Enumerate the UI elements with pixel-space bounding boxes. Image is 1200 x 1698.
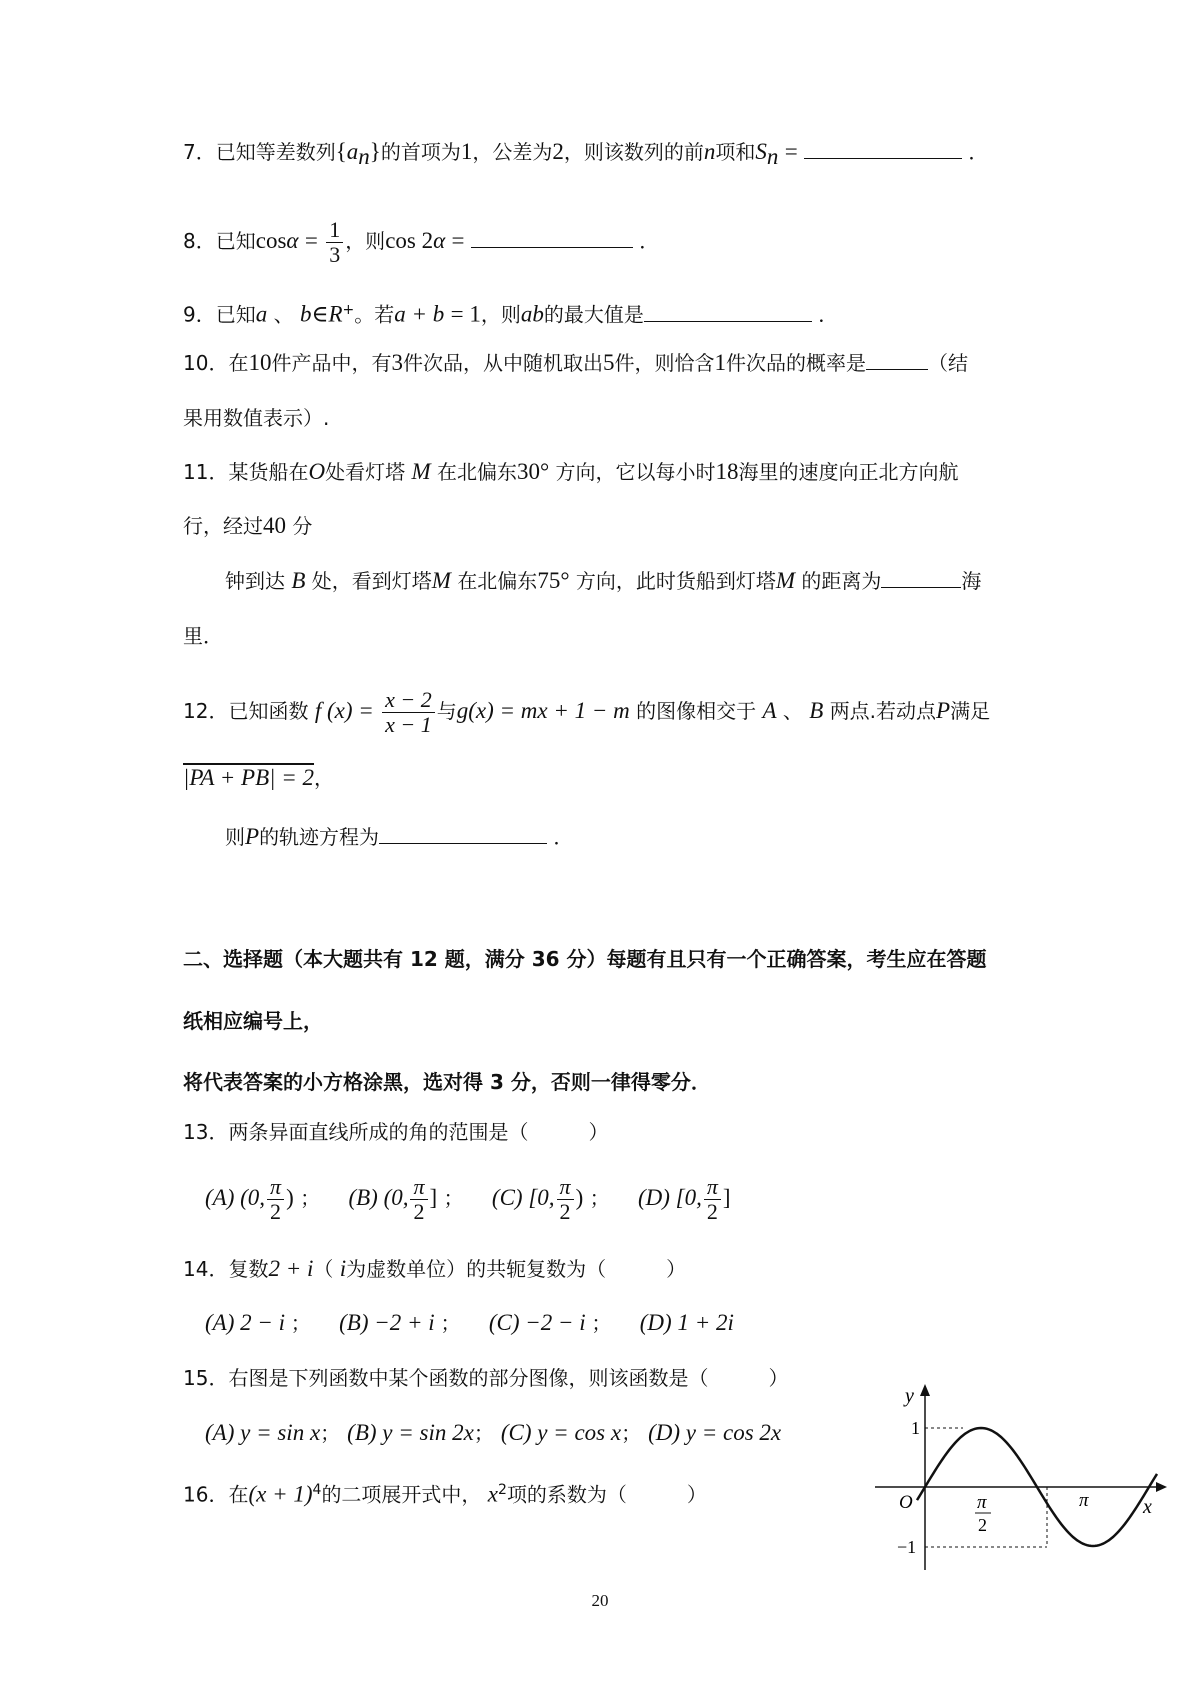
- opt-text: (A) 2 − i: [205, 1310, 286, 1335]
- question-11-line3: [225, 567, 981, 595]
- sep: ；: [443, 1186, 464, 1210]
- frac-den: 2: [559, 1199, 571, 1224]
- opt-text: (C) −2 − i: [488, 1310, 586, 1335]
- y-axis-arrow-icon: [920, 1384, 930, 1396]
- question-10-cont: [183, 404, 329, 432]
- option-d[interactable]: [648, 1420, 781, 1445]
- q-text: 两点.若动点: [829, 699, 937, 723]
- frac-num: π: [267, 1175, 284, 1200]
- math-sub: n: [358, 144, 370, 169]
- math-expr: a + b: [394, 301, 445, 327]
- math-var: O: [308, 459, 326, 484]
- math-expr: g(x) = mx + 1 − m: [456, 698, 630, 723]
- q-text: 为虚数单位）的共轭复数为（ ）: [346, 1257, 687, 1281]
- math-num: 75°: [537, 568, 570, 593]
- math-var: P: [936, 698, 951, 723]
- math-var: B: [291, 568, 306, 593]
- question-16: [183, 1476, 707, 1509]
- q-text: （结: [927, 351, 968, 375]
- q-text: 件，则恰含: [614, 351, 715, 375]
- math-num: 40: [263, 513, 286, 538]
- math-var: S: [755, 139, 767, 164]
- math-var: R: [328, 301, 343, 327]
- q-text: ，公差为: [472, 140, 553, 164]
- fraction: [326, 218, 343, 267]
- q-end: ．: [639, 229, 660, 253]
- answer-blank[interactable]: [866, 349, 928, 370]
- frac-den: 3: [329, 242, 341, 267]
- math-sup: +: [342, 302, 355, 318]
- q-text: 。若: [354, 302, 395, 327]
- q-text: ，则: [345, 229, 386, 253]
- math-op: =: [451, 228, 465, 253]
- q-text: 、: [273, 302, 294, 327]
- section-2-heading-line3: 将代表答案的小方格涂黑，选对得 3 分，否则一律得零分．: [183, 1070, 711, 1094]
- tick-label-pi-half-num: π: [977, 1492, 987, 1513]
- math-var: M: [431, 568, 451, 593]
- q-text: 在: [228, 351, 249, 375]
- option-c[interactable]: [491, 1174, 610, 1224]
- math-var: α: [433, 228, 446, 253]
- sep: ；: [473, 1421, 494, 1445]
- opt-text: (D) 1 + 2i: [639, 1310, 734, 1335]
- q-text: 的距离为: [801, 569, 882, 593]
- question-7: [183, 138, 988, 171]
- q-text: （: [313, 1257, 334, 1281]
- q-text: 项和: [715, 140, 756, 164]
- option-d[interactable]: [637, 1174, 731, 1224]
- math-op: =: [784, 139, 798, 164]
- fraction: [267, 1175, 284, 1224]
- math-num: 30°: [516, 459, 550, 484]
- q-number: 13．: [183, 1120, 229, 1144]
- question-11: [183, 458, 959, 486]
- sep: ；: [621, 1421, 642, 1445]
- option-a[interactable]: [205, 1174, 321, 1224]
- question-12: [183, 688, 990, 737]
- q-text: 右图是下列函数中某个函数的部分图像，则该函数是（ ）: [228, 1366, 789, 1390]
- math-num: 1: [460, 139, 473, 164]
- sep: ；: [589, 1186, 610, 1210]
- q-text: 与: [436, 699, 457, 723]
- opt-text: (C) y = cos x: [500, 1420, 622, 1445]
- origin-label: O: [899, 1492, 913, 1513]
- math-var: M: [411, 459, 431, 484]
- q-text: 已知函数: [228, 699, 309, 723]
- answer-blank[interactable]: [379, 823, 547, 844]
- opt-text: (B) −2 + i: [339, 1310, 435, 1335]
- question-10: [183, 349, 968, 377]
- q-number: 16．: [183, 1482, 229, 1507]
- opt-text: (D) y = cos 2x: [648, 1420, 782, 1445]
- q-text: 满足: [950, 699, 991, 723]
- q-text: 在: [228, 1482, 249, 1507]
- frac-den: 2: [270, 1199, 282, 1224]
- math-var: α: [286, 228, 299, 253]
- q-text: 在北偏东: [457, 569, 538, 593]
- math-num: 1: [714, 350, 726, 375]
- q-text: 果用数值表示）.: [183, 406, 330, 430]
- q-text: 已知: [215, 229, 256, 253]
- function-graph: [875, 1380, 1175, 1580]
- q-text: ，则该数列的前: [563, 140, 704, 164]
- q-text: 海里的速度向正北方向航: [738, 460, 959, 484]
- q-text: ，则: [480, 302, 521, 327]
- answer-blank[interactable]: [881, 567, 961, 588]
- opt-text: ]: [429, 1185, 438, 1210]
- math-expr: 2 + i: [268, 1256, 314, 1281]
- q-number: 8．: [183, 229, 216, 253]
- question-14-options: [205, 1309, 756, 1338]
- q-text: 钟到达: [225, 569, 285, 593]
- question-12-line2: [183, 764, 334, 792]
- sep: ；: [300, 1186, 321, 1210]
- opt-text: (B) y = sin 2x: [347, 1420, 474, 1445]
- q-text: 项的系数为（ ）: [506, 1482, 707, 1507]
- q-text: 方向，此时货船到灯塔: [575, 569, 776, 593]
- q-text: 的二项展开式中，: [321, 1482, 482, 1507]
- q-text: 已知等差数列: [215, 140, 336, 164]
- sep: ；: [440, 1313, 461, 1335]
- q-number: 11．: [183, 460, 229, 484]
- opt-text: (C) [0,: [491, 1185, 555, 1210]
- q-text: 的最大值是: [543, 302, 644, 327]
- math-func: cos: [255, 228, 287, 253]
- q-text: 的轨迹方程为: [259, 825, 380, 849]
- tick-label-pi: π: [1079, 1490, 1089, 1511]
- brace: }: [369, 139, 381, 164]
- fraction: [557, 1175, 574, 1224]
- page-number: 20: [591, 1591, 609, 1610]
- question-11-line4: [183, 622, 223, 650]
- q-text: 已知: [215, 302, 256, 327]
- brace: {: [335, 139, 347, 164]
- q-text: 两条异面直线所成的角的范围是（ ）: [228, 1120, 609, 1144]
- math-func: cos 2: [385, 228, 434, 253]
- fraction: [704, 1175, 721, 1224]
- answer-blank[interactable]: [644, 301, 812, 322]
- math-var: B: [809, 698, 824, 723]
- q-number: 15．: [183, 1366, 229, 1390]
- opt-text: (D) [0,: [637, 1185, 702, 1210]
- math-op: ∈: [311, 301, 329, 327]
- math-var: x: [487, 1481, 499, 1507]
- q-text: 处，看到灯塔: [311, 569, 432, 593]
- math-num: 10: [248, 350, 272, 375]
- q-text: ，: [314, 766, 335, 790]
- math-sub: n: [766, 144, 779, 169]
- q-text: 分: [292, 514, 313, 538]
- math-var: i: [339, 1256, 347, 1281]
- question-15-options: [205, 1419, 781, 1448]
- opt-text: (B) (0,: [348, 1185, 409, 1210]
- tick-label-1: 1: [911, 1418, 920, 1438]
- math-var: ab: [520, 301, 544, 327]
- q-text: 在北偏东: [436, 460, 517, 484]
- math-expr: f (x) =: [314, 698, 374, 723]
- q-number: 14．: [183, 1257, 229, 1281]
- opt-text: (A) y = sin x: [205, 1420, 321, 1445]
- question-12-line3: [225, 823, 573, 851]
- section-2-heading-line2: 纸相应编号上，: [183, 1009, 323, 1033]
- frac-num: 1: [326, 218, 343, 243]
- math-var: a: [255, 301, 268, 327]
- x-label: x: [1143, 1496, 1152, 1518]
- y-label: y: [905, 1385, 914, 1407]
- math-var: n: [703, 139, 716, 164]
- q-end: ．: [968, 140, 989, 164]
- math-var: b: [299, 301, 312, 327]
- q-text: 复数: [228, 1257, 269, 1281]
- q-text: 件产品中，有: [271, 351, 392, 375]
- opt-text: ): [575, 1185, 584, 1210]
- frac-den: 2: [706, 1199, 718, 1224]
- q-text: 里．: [183, 624, 223, 648]
- question-15: [183, 1364, 788, 1392]
- opt-text: ]: [722, 1185, 731, 1210]
- frac-num: x − 2: [382, 688, 435, 713]
- math-num: 3: [391, 350, 403, 375]
- answer-blank[interactable]: [471, 227, 633, 248]
- math-num: 5: [602, 350, 615, 375]
- option-b[interactable]: [347, 1420, 474, 1445]
- sep: ；: [591, 1313, 612, 1335]
- q-number: 12．: [183, 699, 229, 723]
- math-vector-expr: |PA + PB| = 2: [183, 765, 315, 790]
- q-text: 处看灯塔: [325, 460, 406, 484]
- question-14: [183, 1255, 686, 1283]
- question-13: [183, 1118, 608, 1146]
- tick-label-pi-half-den: 2: [978, 1515, 987, 1535]
- option-a[interactable]: [205, 1420, 320, 1445]
- math-var: P: [245, 824, 260, 849]
- frac-num: π: [704, 1175, 721, 1200]
- q-text: 件次品的概率是: [725, 351, 866, 375]
- q-text: 行，经过: [183, 514, 263, 538]
- option-c[interactable]: [489, 1310, 612, 1335]
- option-b[interactable]: [348, 1174, 464, 1224]
- q-text: 件次品，从中随机取出: [402, 351, 603, 375]
- answer-blank[interactable]: [804, 138, 962, 159]
- q-text: 海: [961, 569, 982, 593]
- q-text: 的图像相交于: [636, 699, 757, 723]
- frac-den: 2: [413, 1199, 425, 1224]
- math-var: A: [762, 698, 777, 723]
- q-text: 的首项为: [380, 140, 461, 164]
- opt-text: ): [286, 1185, 294, 1210]
- q-end: ．: [818, 302, 839, 327]
- q-number: 7．: [183, 140, 216, 164]
- sep: ；: [290, 1313, 311, 1335]
- question-9: [183, 296, 838, 329]
- question-11-line2: [183, 512, 312, 540]
- opt-text: (A) (0,: [205, 1185, 266, 1210]
- fraction: [410, 1175, 427, 1224]
- x-axis-arrow-icon: [1156, 1482, 1167, 1492]
- q-text: 、: [782, 699, 803, 723]
- q-number: 10．: [183, 351, 229, 375]
- math-expr: = 1: [450, 301, 481, 327]
- math-expr: (x + 1): [248, 1481, 313, 1507]
- math-sup: 2: [498, 1482, 507, 1498]
- math-op: =: [304, 228, 318, 253]
- q-text: 则: [225, 825, 245, 849]
- tick-label-neg1: −1: [897, 1537, 917, 1557]
- frac-den: x − 1: [385, 712, 432, 737]
- q-text: 方向，它以每小时: [555, 460, 716, 484]
- math-sup: 4: [312, 1482, 322, 1498]
- question-8: [183, 218, 659, 267]
- option-d[interactable]: [640, 1310, 734, 1335]
- question-13-options: [205, 1175, 753, 1224]
- math-num: 18: [715, 459, 739, 484]
- section-2-heading: 二、选择题（本大题共有 12 题，满分 36 分）每题有且只有一个正确答案，考生应在答题: [183, 947, 987, 971]
- fraction: [382, 688, 435, 737]
- frac-num: π: [557, 1175, 574, 1200]
- math-var: a: [346, 139, 359, 164]
- option-b[interactable]: [339, 1310, 460, 1335]
- sep: ；: [320, 1421, 341, 1445]
- option-a[interactable]: [205, 1310, 311, 1335]
- math-num: 2: [552, 139, 564, 164]
- q-text: 某货船在: [228, 460, 309, 484]
- q-number: 9．: [183, 302, 216, 327]
- frac-num: π: [410, 1175, 427, 1200]
- option-c[interactable]: [501, 1420, 621, 1445]
- q-end: ．: [553, 825, 574, 849]
- math-var: M: [775, 568, 796, 593]
